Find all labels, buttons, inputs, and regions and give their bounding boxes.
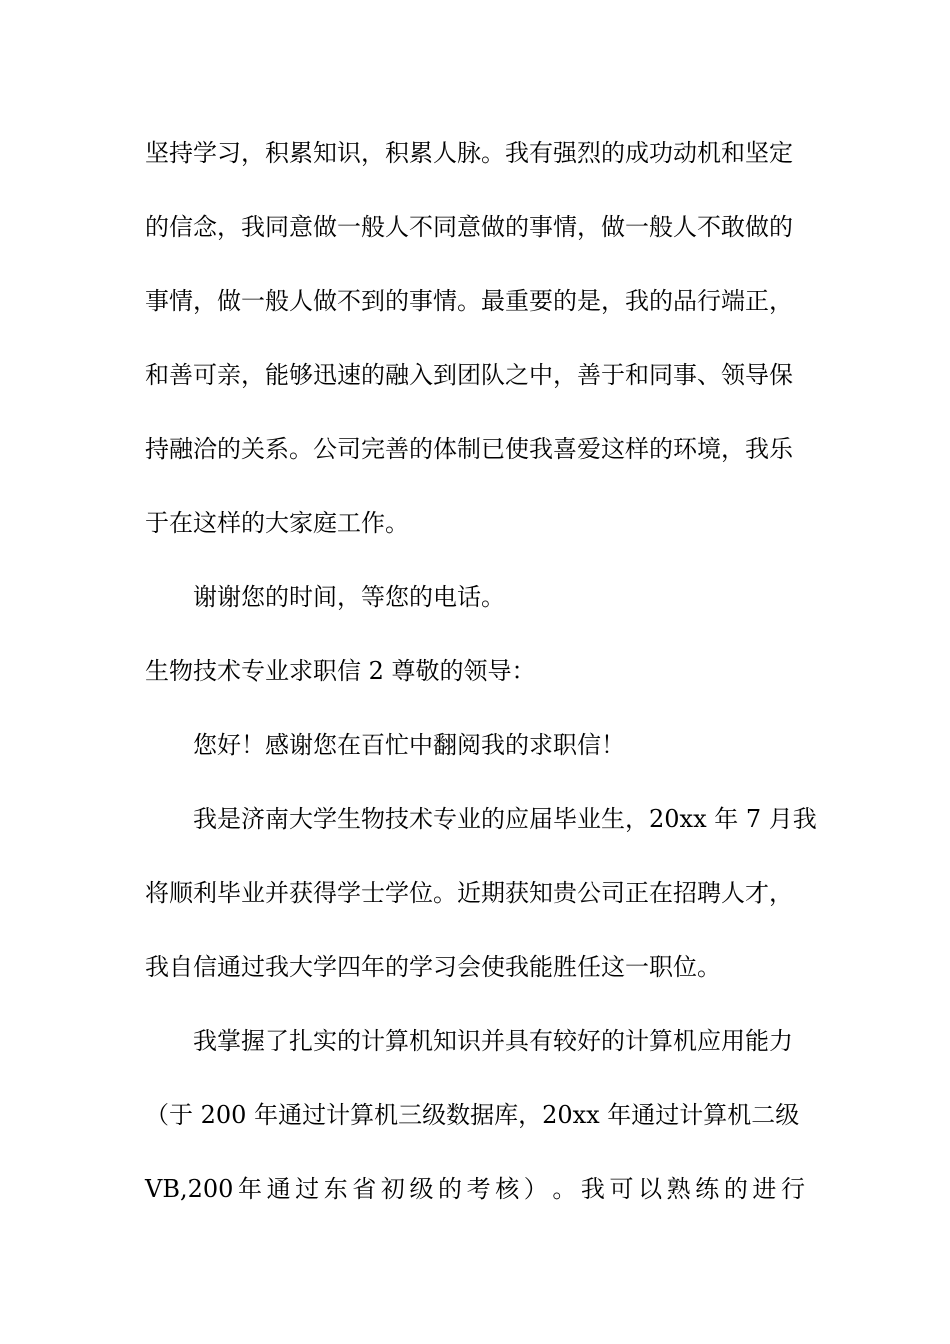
document-page [145,130,817,1240]
paragraph-line: 持融洽的关系。公司完善的体制已使我喜爱这样的环境，我乐 [145,435,793,463]
paragraph-line: 将顺利毕业并获得学士学位。近期获知贵公司正在招聘人才， [145,879,793,907]
paragraph-line: （于 200 年通过计算机三级数据库，20xx 年通过计算机二级 [145,1101,800,1129]
paragraph-line: 事情，做一般人做不到的事情。最重要的是，我的品行端正， [145,287,793,315]
closing-line: 谢谢您的时间，等您的电话。 [193,583,505,611]
paragraph-line: 于在这样的大家庭工作。 [145,509,409,537]
paragraph-line-justified: VB,200 年 通 过 东 省 初 级 的 考 核 ） 。 我 可 以 熟 练 的 进 行 [145,1175,805,1203]
paragraph-line: 坚持学习，积累知识，积累人脉。我有强烈的成功动机和坚定 [145,139,793,167]
paragraph-line: 我掌握了扎实的计算机知识并具有较好的计算机应用能力 [193,1027,793,1055]
letter-heading: 生物技术专业求职信 2 尊敬的领导： [145,657,536,685]
paragraph-line: 和善可亲，能够迅速的融入到团队之中，善于和同事、领导保 [145,361,793,389]
greeting-line: 您好！感谢您在百忙中翻阅我的求职信！ [193,731,625,759]
paragraph-line: 我自信通过我大学四年的学习会使我能胜任这一职位。 [145,953,721,981]
paragraph-line: 的信念，我同意做一般人不同意做的事情，做一般人不敢做的 [145,213,793,241]
paragraph-line: 我是济南大学生物技术专业的应届毕业生，20xx 年 7 月我 [193,805,817,833]
